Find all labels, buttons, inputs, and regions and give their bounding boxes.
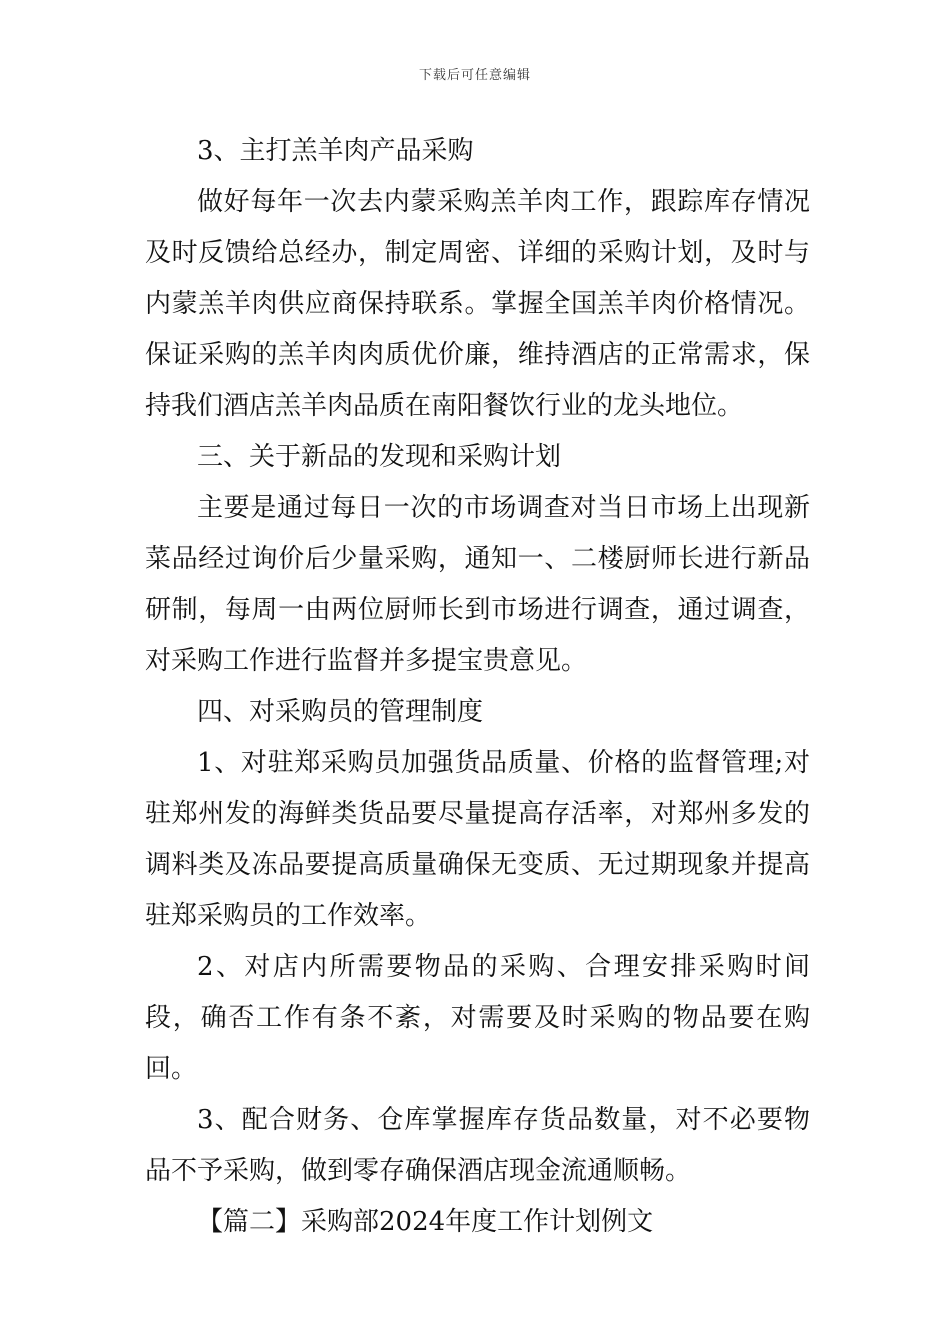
body-paragraph: 做好每年一次去内蒙采购羔羊肉工作，跟踪库存情况及时反馈给总经办，制定周密、详细的采购计划，及时与内蒙羔羊肉供应商保持联系。掌握全国羔羊肉价格情况。保证采购的羔羊肉肉质优价廉，维持酒店的正常需求，保持我们酒店羔羊肉品质在南阳餐饮行业的龙头地位。	[145, 187, 810, 421]
body-paragraph: 2、对店内所需要物品的采购、合理安排采购时间段，确否工作有条不紊，对需要及时采购的物品要在购回。	[145, 952, 810, 1084]
page-header: 下载后可任意编辑	[418, 68, 531, 83]
body-paragraph: 主要是通过每日一次的市场调查对当日市场上出现新菜品经过询价后少量采购，通知一、二楼厨师长进行新品研制，每周一由两位厨师长到市场进行调查，通过调查，对采购工作进行监督并多提宝贵意见。	[145, 493, 810, 676]
section-heading: 3、主打羔羊肉产品采购	[197, 136, 474, 166]
body-paragraph: 3、配合财务、仓库掌握库存货品数量，对不必要物品不予采购，做到零存确保酒店现金流通顺畅。	[145, 1105, 810, 1186]
section-heading: 【篇二】采购部2024年度工作计划例文	[197, 1207, 654, 1237]
section-heading: 四、对采购员的管理制度	[197, 697, 484, 727]
document-body	[145, 126, 810, 1248]
section-heading: 三、关于新品的发现和采购计划	[197, 442, 562, 472]
body-paragraph: 1、对驻郑采购员加强货品质量、价格的监督管理;对驻郑州发的海鲜类货品要尽量提高存活率，对郑州多发的调料类及冻品要提高质量确保无变质、无过期现象并提高驻郑采购员的工作效率。	[145, 748, 810, 931]
